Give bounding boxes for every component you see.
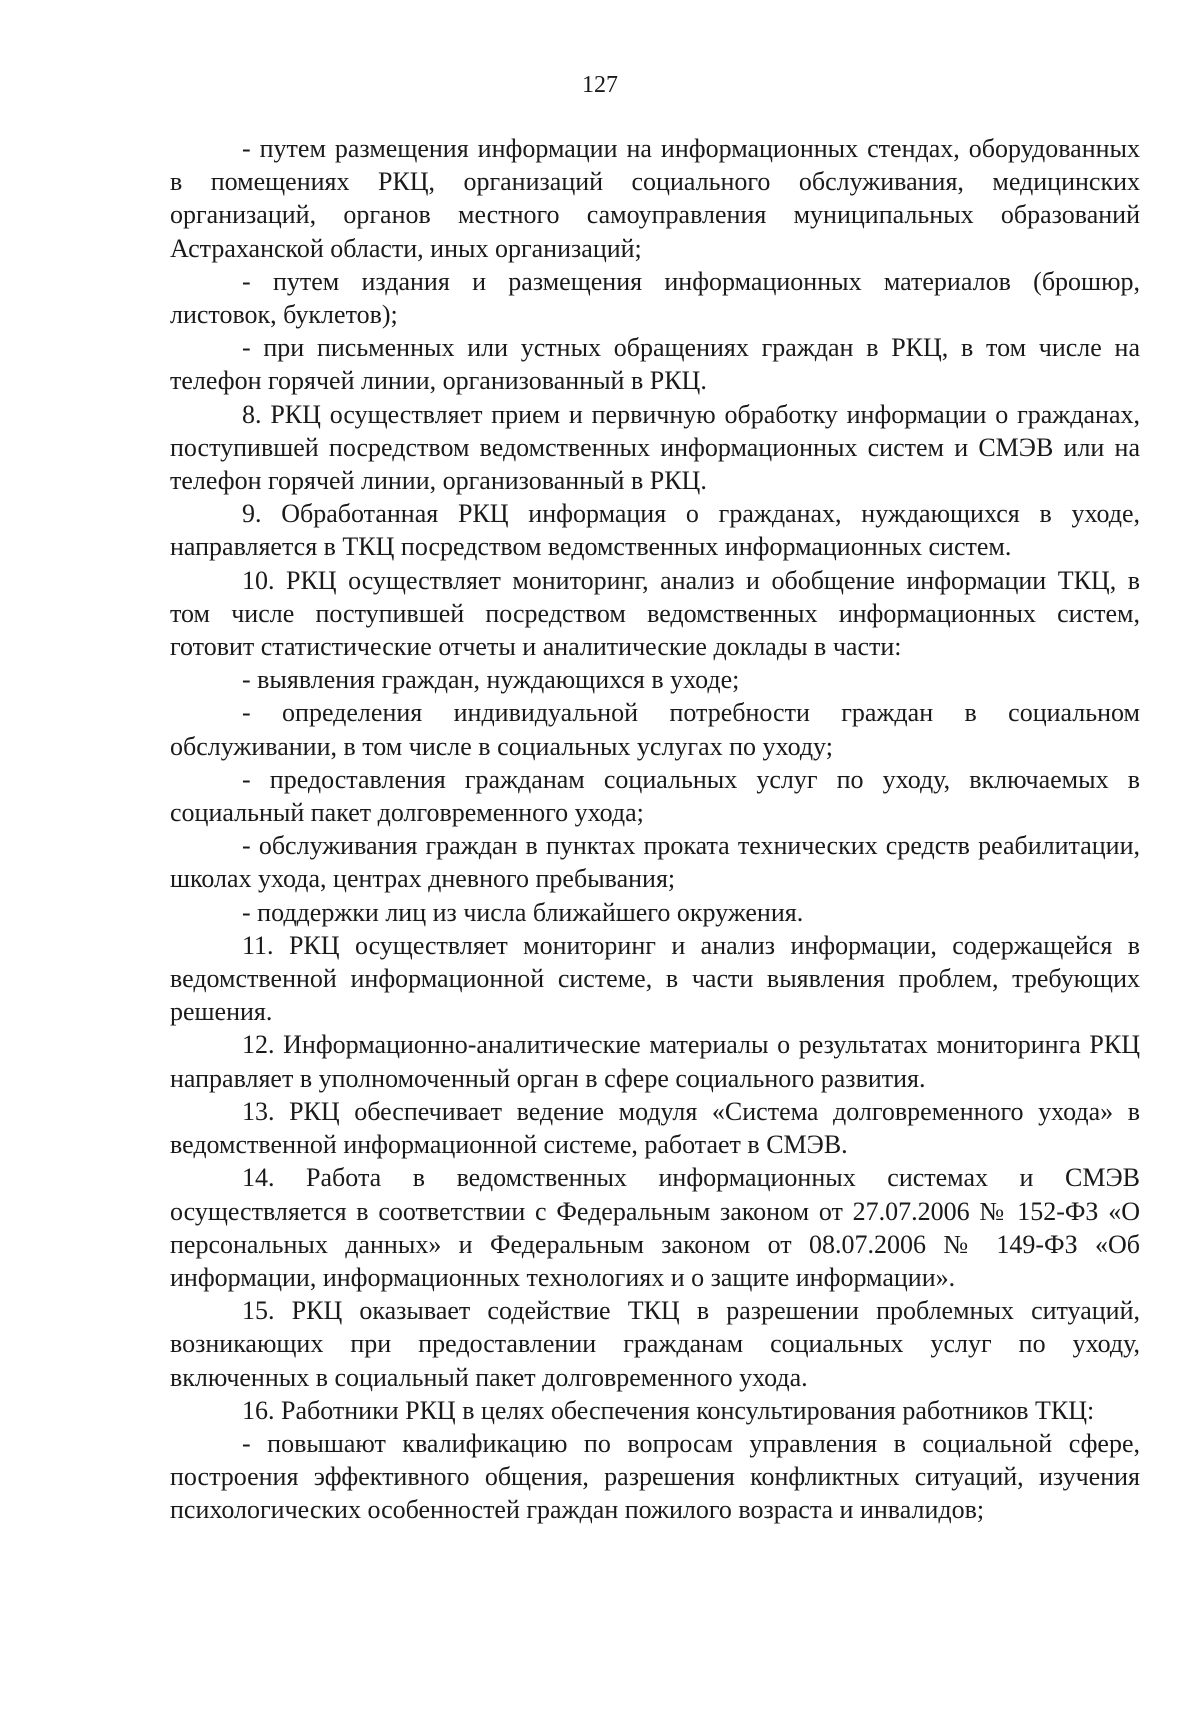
paragraph-item-10: 10. РКЦ осуществляет мониторинг, анализ и обобщение информации ТКЦ, в том числе поступившей посредством ведомственных информационных систем, готовит статистические отчеты и аналитические доклады в части:	[170, 565, 1140, 662]
paragraph-list-item-placement: - путем размещения информации на информационных стендах, оборудованных в помещениях РКЦ, организаций социального обслуживания, медицинских организаций, органов местного самоуправления муниципальных образований Астраханской области, иных организаций;	[170, 134, 1140, 263]
page-number: 127	[582, 72, 618, 98]
paragraph-item-14: 14. Работа в ведомственных информационных системах и СМЭВ осуществляется в соответствии с Федеральным законом от 27.07.2006 № 152-ФЗ «О персональных данных» и Федеральным законом от 08.07.2006 № 149-ФЗ «Об информации, информационных технологиях и о защите информации».	[170, 1163, 1140, 1292]
paragraph-item-8: 8. РКЦ осуществляет прием и первичную обработку информации о гражданах, поступившей посредством ведомственных информационных систем и СМЭВ или на телефон горячей линии, организованный в РКЦ.	[170, 399, 1140, 496]
paragraph-list-item-needs: - определения индивидуальной потребности граждан в социальном обслуживании, в том числе в социальных услугах по уходу;	[170, 698, 1140, 761]
paragraph-list-item-rental: - обслуживания граждан в пунктах проката технических средств реабилитации, школах ухода, центрах дневного пребывания;	[170, 831, 1140, 894]
paragraph-list-item-services: - предоставления гражданам социальных услуг по уходу, включаемых в социальный пакет долговременного ухода;	[170, 764, 1140, 828]
paragraph-item-12: 12. Информационно-аналитические материалы о результатах мониторинга РКЦ направляет в уполномоченный орган в сфере социального развития.	[170, 1030, 1140, 1093]
document-body	[170, 132, 1140, 1527]
paragraph-list-item-requests: - при письменных или устных обращениях граждан в РКЦ, в том числе на телефон горячей линии, организованный в РКЦ.	[170, 333, 1140, 396]
paragraph-item-13: 13. РКЦ обеспечивает ведение модуля «Система долговременного ухода» в ведомственной информационной системе, работает в СМЭВ.	[170, 1096, 1140, 1160]
paragraph-list-item-support: - поддержки лиц из числа ближайшего окружения.	[242, 897, 804, 927]
paragraph-item-15: 15. РКЦ оказывает содействие ТКЦ в разрешении проблемных ситуаций, возникающих при предоставлении гражданам социальных услуг по уходу, включенных в социальный пакет долговременного ухода.	[170, 1296, 1140, 1392]
paragraph-item-16: 16. Работники РКЦ в целях обеспечения консультирования работников ТКЦ:	[242, 1395, 1095, 1425]
paragraph-list-item-publishing: - путем издания и размещения информационных материалов (брошюр, листовок, буклетов);	[170, 266, 1140, 330]
paragraph-item-9: 9. Обработанная РКЦ информация о гражданах, нуждающихся в уходе, направляется в ТКЦ посредством ведомственных информационных систем.	[170, 499, 1140, 562]
paragraph-list-item-qualification: - повышают квалификацию по вопросам управления в социальной сфере, построения эффективного общения, разрешения конфликтных ситуаций, изучения психологических особенностей граждан пожилого возраста и инвалидов;	[170, 1428, 1140, 1525]
paragraph-list-item-identification: - выявления граждан, нуждающихся в уходе;	[242, 665, 740, 695]
paragraph-item-11: 11. РКЦ осуществляет мониторинг и анализ информации, содержащейся в ведомственной информационной системе, в части выявления проблем, требующих решения.	[170, 930, 1140, 1027]
